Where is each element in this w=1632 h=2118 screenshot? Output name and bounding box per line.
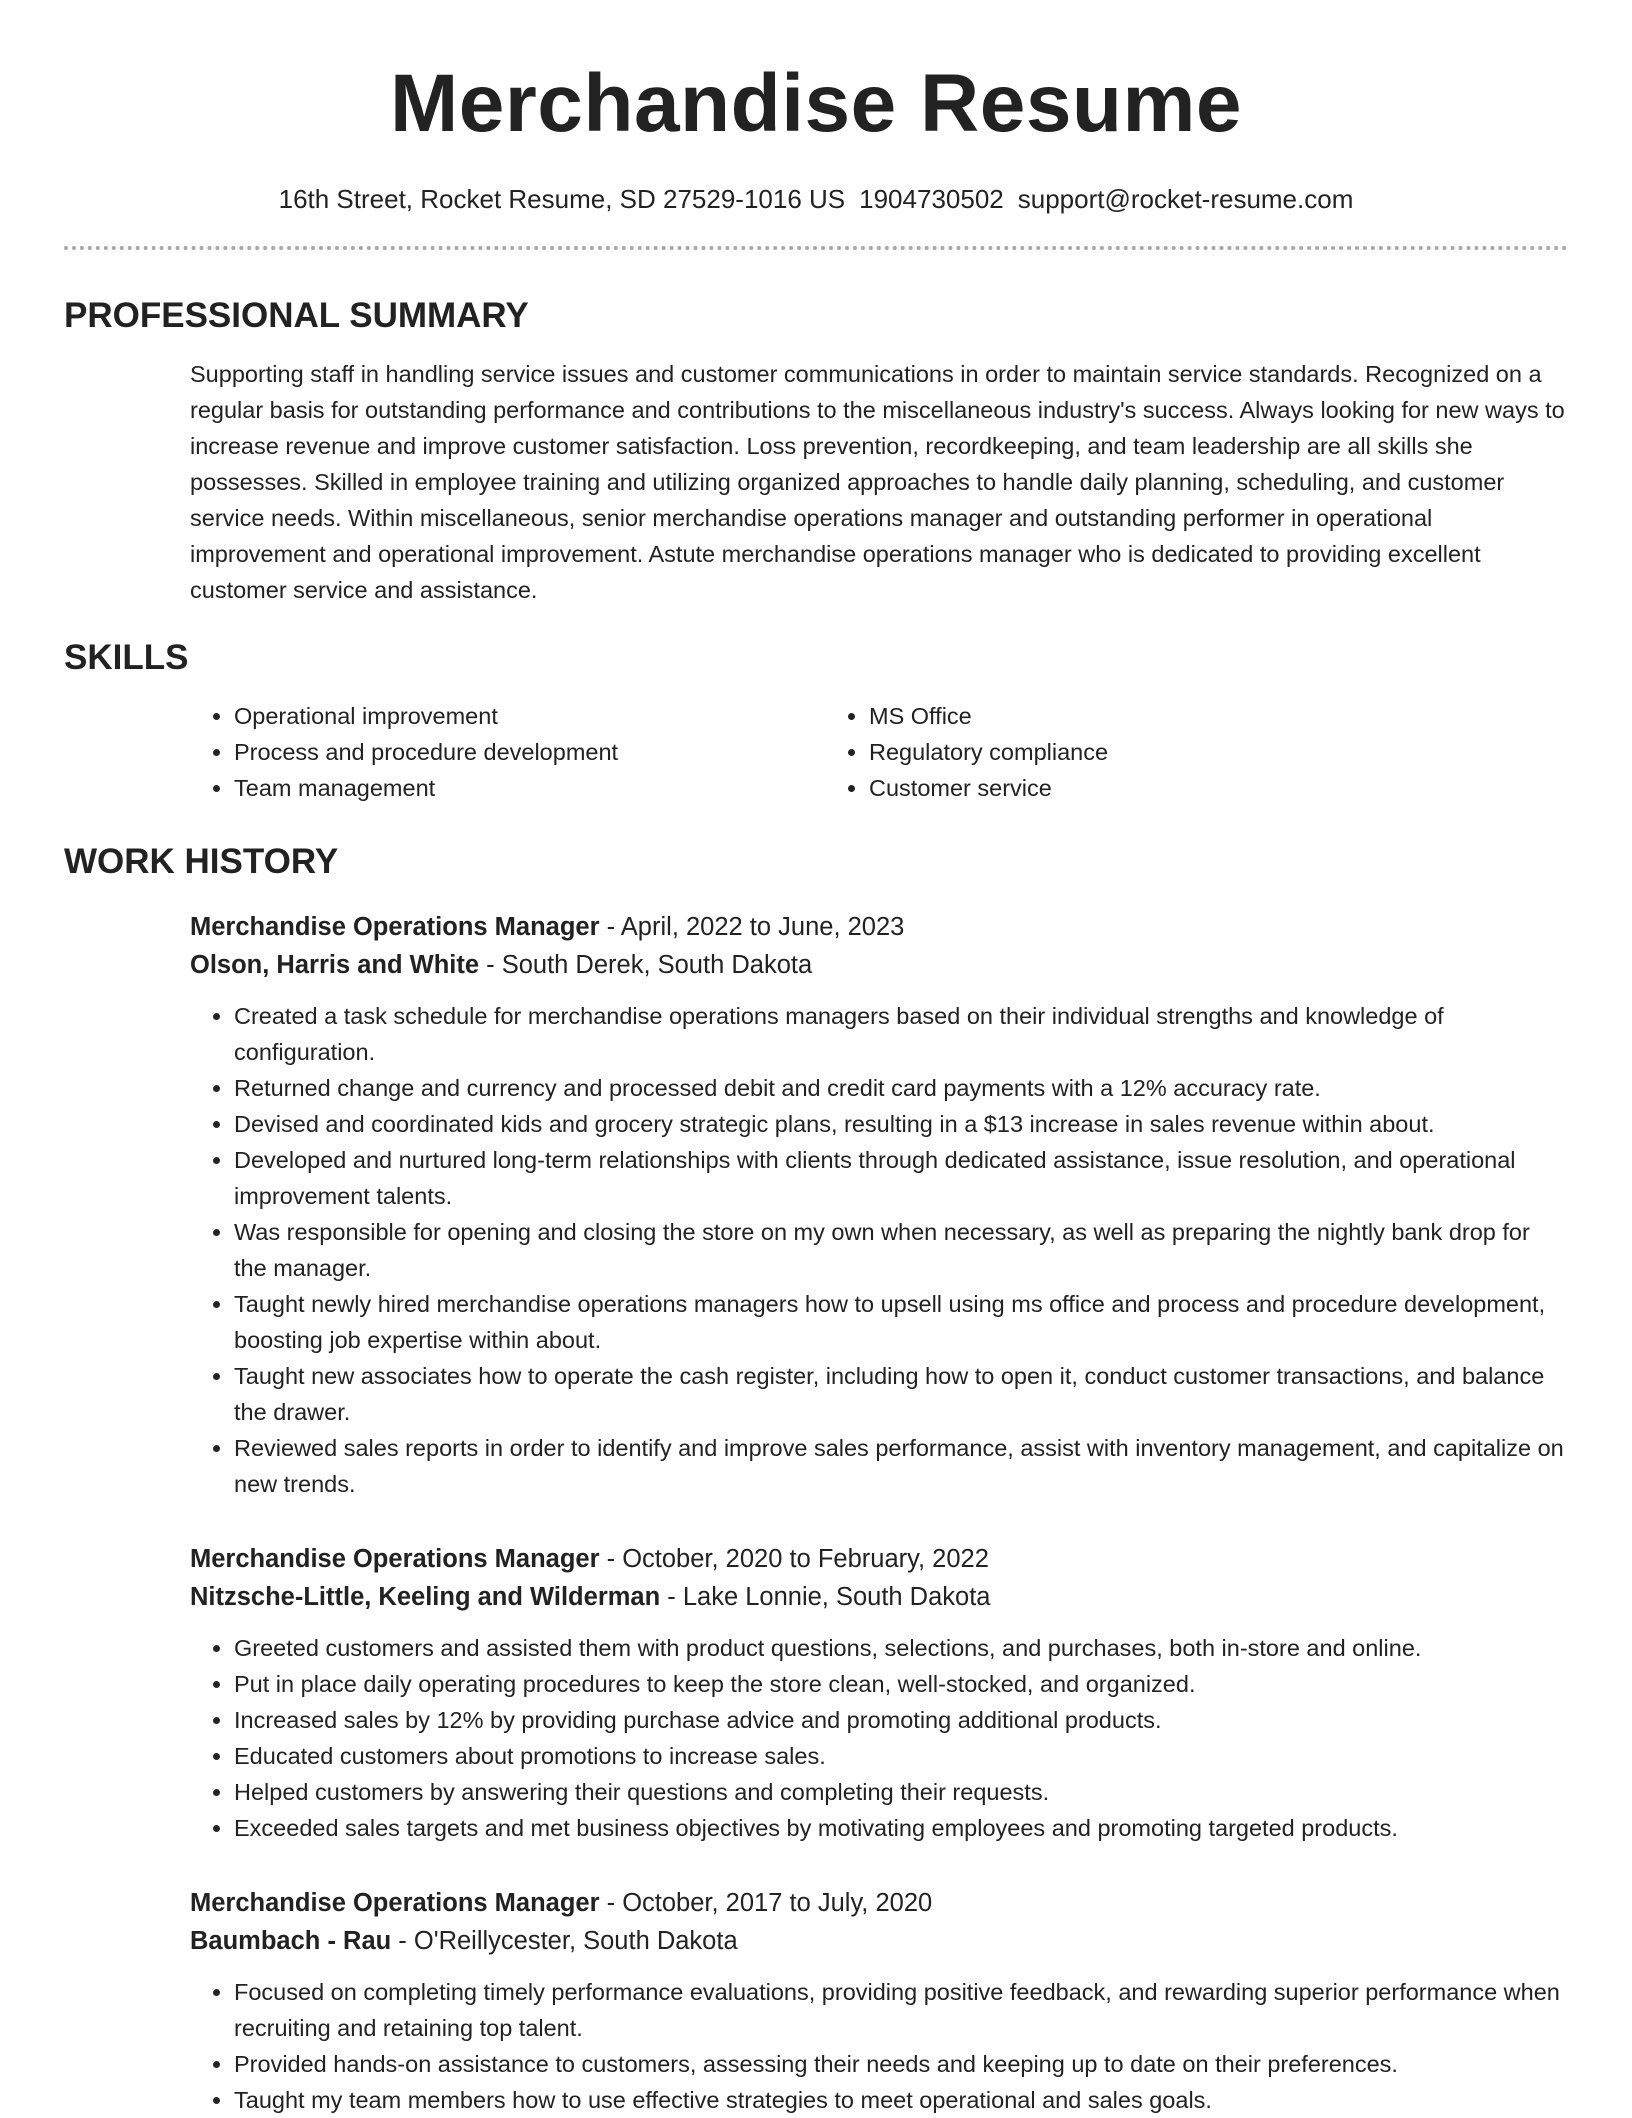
job-company-line bbox=[190, 1922, 1568, 1960]
job-company: Baumbach - Rau bbox=[190, 1927, 392, 1955]
duty-item: • Increased sales by 12% by providing purchase advice and promoting additional products. bbox=[234, 1702, 1568, 1738]
job-role: Merchandise Operations Manager bbox=[190, 1889, 600, 1917]
job-duties bbox=[190, 1630, 1568, 1846]
job-company: Nitzsche-Little, Keeling and Wilderman bbox=[190, 1583, 661, 1611]
job-dates: - October, 2020 to February, 2022 bbox=[599, 1545, 989, 1573]
job-title-line bbox=[190, 908, 1568, 946]
duty-item: • Developed and nurtured long-term relationships with clients through dedicated assistance, issue resolution, and operational improvement talents. bbox=[234, 1142, 1568, 1214]
contact-address: 16th Street, Rocket Resume, SD 27529-1016 US bbox=[278, 184, 846, 214]
skill-item: • Team management bbox=[234, 770, 825, 806]
skills-section bbox=[64, 698, 1568, 806]
skill-item: • MS Office bbox=[869, 698, 1460, 734]
contact-line bbox=[64, 182, 1568, 216]
job-location: - O'Reillycester, South Dakota bbox=[391, 1927, 738, 1955]
contact-email[interactable]: support@rocket-resume.com bbox=[1017, 184, 1354, 214]
job-location: - Lake Lonnie, South Dakota bbox=[660, 1583, 991, 1611]
contact-phone: 1904730502 bbox=[859, 184, 1004, 214]
duty-item: • Educated customers about promotions to increase sales. bbox=[234, 1738, 1568, 1774]
job-title-line bbox=[190, 1540, 1568, 1578]
job-role: Merchandise Operations Manager bbox=[190, 1545, 600, 1573]
duty-item: • Put in place daily operating procedures to keep the store clean, well-stocked, and organized. bbox=[234, 1666, 1568, 1702]
duty-item: • Provided hands-on assistance to customers, assessing their needs and keeping up to date on their preferences. bbox=[234, 2046, 1568, 2082]
job-entry bbox=[190, 908, 1568, 1502]
summary-text: Supporting staff in handling service issues and customer communications in order to maintain service standards. Recognized on a regular basis for outstanding performance and contributions to the miscellaneous industry's success. Always looking for new ways to increase revenue and improve customer satisfaction. Loss prevention, recordkeeping, and team leadership are all skills she possesses. Skilled in employee training and utilizing organized approaches to handle daily planning, scheduling, and customer service needs. Within miscellaneous, senior merchandise operations manager and outstanding performer in operational improvement and operational improvement. Astute merchandise operations manager who is dedicated to providing excellent customer service and assistance. bbox=[190, 361, 1565, 603]
job-duties bbox=[190, 1974, 1568, 2118]
duty-item: • Exceeded sales targets and met business objectives by motivating employees and promoting targeted products. bbox=[234, 1810, 1568, 1846]
job-company-line bbox=[190, 946, 1568, 984]
duty-item: • Taught my team members how to use effective strategies to meet operational and sales goals. bbox=[234, 2082, 1568, 2118]
skill-item: • Operational improvement bbox=[234, 698, 825, 734]
job-entry bbox=[190, 1540, 1568, 1846]
duty-item: • Returned change and currency and processed debit and credit card payments with a 12% accuracy rate. bbox=[234, 1070, 1568, 1106]
duty-item: • Taught new associates how to operate the cash register, including how to open it, conduct customer transactions, and balance the drawer. bbox=[234, 1358, 1568, 1430]
job-location: - South Derek, South Dakota bbox=[479, 951, 813, 979]
skill-item: • Process and procedure development bbox=[234, 734, 825, 770]
work-history-section bbox=[64, 908, 1568, 2118]
job-duties bbox=[190, 998, 1568, 1502]
skill-item: • Customer service bbox=[869, 770, 1460, 806]
skill-item: • Regulatory compliance bbox=[869, 734, 1460, 770]
skills-grid bbox=[190, 698, 1568, 806]
duty-item: • Reviewed sales reports in order to identify and improve sales performance, assist with inventory management, and capitalize on new trends. bbox=[234, 1430, 1568, 1502]
job-dates: - October, 2017 to July, 2020 bbox=[599, 1889, 933, 1917]
skills-column-right bbox=[825, 698, 1460, 806]
duty-item: • Created a task schedule for merchandise operations managers based on their individual strengths and knowledge of configuration. bbox=[234, 998, 1568, 1070]
job-company: Olson, Harris and White bbox=[190, 951, 480, 979]
duty-item: • Taught newly hired merchandise operations managers how to upsell using ms office and process and procedure development, boosting job expertise within about. bbox=[234, 1286, 1568, 1358]
job-entry bbox=[190, 1884, 1568, 2118]
skills-heading: SKILLS bbox=[64, 638, 189, 677]
header-divider bbox=[64, 246, 1568, 250]
duty-item: • Devised and coordinated kids and grocery strategic plans, resulting in a $13 increase in sales revenue within about. bbox=[234, 1106, 1568, 1142]
skills-column-left bbox=[190, 698, 825, 806]
summary-heading: PROFESSIONAL SUMMARY bbox=[64, 296, 529, 335]
summary-section bbox=[64, 356, 1568, 608]
resume-title: Merchandise Resume bbox=[389, 58, 1243, 149]
duty-item: • Greeted customers and assisted them with product questions, selections, and purchases, both in-store and online. bbox=[234, 1630, 1568, 1666]
job-dates: - April, 2022 to June, 2023 bbox=[599, 913, 905, 941]
job-role: Merchandise Operations Manager bbox=[190, 913, 600, 941]
job-company-line bbox=[190, 1578, 1568, 1616]
duty-item: • Focused on completing timely performance evaluations, providing positive feedback, and rewarding superior performance when recruiting and retaining top talent. bbox=[234, 1974, 1568, 2046]
job-title-line bbox=[190, 1884, 1568, 1922]
duty-item: • Was responsible for opening and closing the store on my own when necessary, as well as preparing the nightly bank drop for the manager. bbox=[234, 1214, 1568, 1286]
duty-item: • Helped customers by answering their questions and completing their requests. bbox=[234, 1774, 1568, 1810]
work-history-heading: WORK HISTORY bbox=[64, 842, 339, 881]
